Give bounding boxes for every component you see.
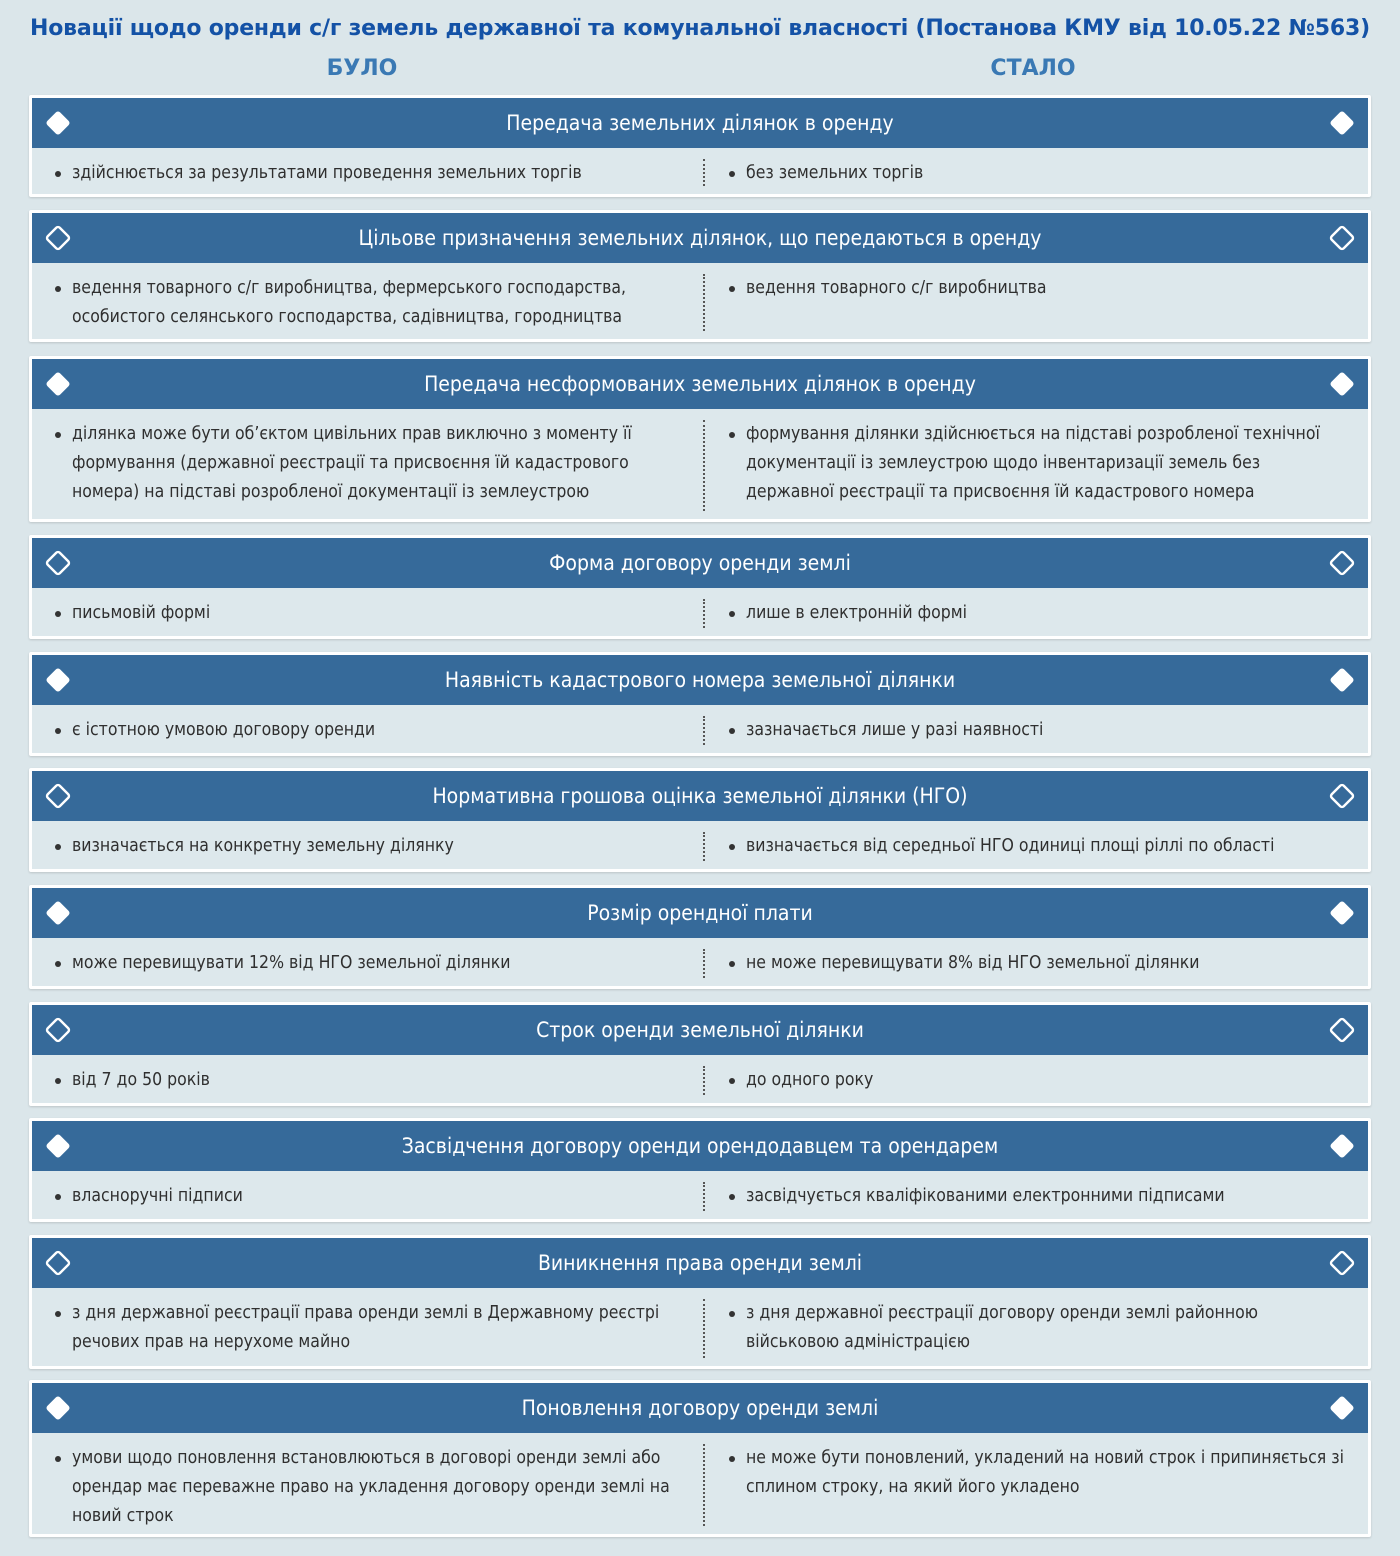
after-text: не може перевищувати 8% від НГО земельної ділянки (726, 949, 1351, 978)
section-body (32, 1174, 1368, 1219)
before-text: здійснюється за результатами проведення земельних торгів (52, 159, 692, 188)
section-header (32, 538, 1368, 588)
before-text: власноручні підписи (52, 1182, 692, 1211)
section-body (32, 941, 1368, 986)
after-text: лише в електронній формі (726, 599, 1351, 628)
section-title: Цільове призначення земельних ділянок, що передаються в оренду (358, 226, 1042, 250)
section-body (32, 266, 1368, 339)
diamond-icon (43, 665, 73, 695)
column-divider (703, 1182, 705, 1211)
diamond-icon (1327, 223, 1357, 253)
page-title: Новації щодо оренди с/г земель державної та комунальної власності (Постанова КМУ від 10.05.22 №563) (30, 16, 1370, 41)
before-text: ведення товарного с/г виробництва, фермерського господарства, особистого селянського господарства, садівництва, городництва (52, 274, 692, 332)
column-divider (703, 1299, 705, 1358)
section-header (32, 98, 1368, 148)
section-header (32, 1238, 1368, 1288)
diamond-icon (43, 548, 73, 578)
after-text: ведення товарного с/г виробництва (726, 274, 1351, 303)
comparison-section (29, 768, 1371, 872)
column-divider (703, 159, 705, 186)
before-text: від 7 до 50 років (52, 1066, 692, 1095)
after-text: формування ділянки здійснюється на підставі розробленої технічної документації із землеустрою щодо інвентаризації земель без державної реєстрації та присвоєння їй кадастрового номера (726, 420, 1351, 507)
column-divider (703, 1066, 705, 1095)
section-header (32, 213, 1368, 263)
comparison-section (29, 1118, 1371, 1222)
section-title: Форма договору оренди землі (549, 551, 851, 575)
after-text: зазначається лише у разі наявності (726, 716, 1351, 745)
comparison-section (29, 210, 1371, 342)
diamond-icon (1327, 665, 1357, 695)
column-label-after: СТАЛО (990, 56, 1076, 81)
diamond-icon (1327, 108, 1357, 138)
diamond-icon (1327, 548, 1357, 578)
diamond-icon (1327, 898, 1357, 928)
diamond-icon (43, 108, 73, 138)
section-header (32, 655, 1368, 705)
section-body (32, 824, 1368, 869)
comparison-section (29, 1002, 1371, 1106)
before-text: може перевищувати 12% від НГО земельної ділянки (52, 949, 692, 978)
diamond-icon (1327, 1015, 1357, 1045)
section-body (32, 412, 1368, 519)
diamond-icon (43, 898, 73, 928)
after-text: без земельних торгів (726, 159, 1351, 188)
comparison-section (29, 356, 1371, 522)
section-body (32, 151, 1368, 194)
section-title: Засвідчення договору оренди орендодавцем та орендарем (401, 1134, 999, 1158)
section-title: Наявність кадастрового номера земельної ділянки (444, 668, 956, 692)
comparison-section (29, 652, 1371, 756)
section-header (32, 359, 1368, 409)
section-title: Нормативна грошова оцінка земельної ділянки (НГО) (432, 784, 968, 808)
column-divider (703, 420, 705, 511)
column-divider (703, 1444, 705, 1526)
after-text: засвідчується кваліфікованими електронними підписами (726, 1182, 1351, 1211)
after-text: до одного року (726, 1066, 1351, 1095)
diamond-icon (1327, 781, 1357, 811)
section-body (32, 708, 1368, 753)
comparison-section (29, 535, 1371, 639)
diamond-icon (1327, 1248, 1357, 1278)
section-title: Передача несформованих земельних ділянок в оренду (424, 372, 976, 396)
comparison-section (29, 95, 1371, 197)
section-header (32, 888, 1368, 938)
section-title: Розмір орендної плати (587, 901, 813, 925)
section-title: Передача земельних ділянок в оренду (506, 111, 894, 135)
before-text: умови щодо поновлення встановлюються в договорі оренди землі або орендар має переважне право на укладення договору оренди землі на новий строк (52, 1444, 692, 1531)
section-header (32, 1121, 1368, 1171)
section-body (32, 1436, 1368, 1534)
column-divider (703, 832, 705, 861)
before-text: письмовій формі (52, 599, 692, 628)
diamond-icon (43, 781, 73, 811)
before-text: визначається на конкретну земельну ділянку (52, 832, 692, 861)
diamond-icon (43, 1015, 73, 1045)
diamond-icon (1327, 1131, 1357, 1161)
diamond-icon (1327, 369, 1357, 399)
column-divider (703, 599, 705, 628)
comparison-section (29, 885, 1371, 989)
after-text: не може бути поновлений, укладений на новий строк і припиняється зі сплином строку, на який його укладено (726, 1444, 1351, 1502)
diamond-icon (43, 369, 73, 399)
section-body (32, 1291, 1368, 1366)
before-text: є істотною умовою договору оренди (52, 716, 692, 745)
column-divider (703, 716, 705, 745)
after-text: визначається від середньої НГО одиниці площі ріллі по області (726, 832, 1351, 861)
before-text: з дня державної реєстрації права оренди землі в Державному реєстрі речових прав на нерухоме майно (52, 1299, 692, 1357)
before-text: ділянка може бути об’єктом цивільних прав виключно з моменту її формування (державної реєстрації та присвоєння їй кадастрового номера) на підставі розробленої документації із землеустрою (52, 420, 692, 507)
comparison-section (29, 1235, 1371, 1369)
column-divider (703, 274, 705, 331)
section-header (32, 1005, 1368, 1055)
section-body (32, 1058, 1368, 1103)
after-text: з дня державної реєстрації договору оренди землі районною військовою адміністрацією (726, 1299, 1351, 1357)
diamond-icon (43, 1248, 73, 1278)
diamond-icon (1327, 1393, 1357, 1423)
section-title: Поновлення договору оренди землі (521, 1396, 879, 1420)
column-label-before: БУЛО (326, 56, 398, 81)
section-header (32, 771, 1368, 821)
comparison-section (29, 1380, 1371, 1537)
section-title: Виникнення права оренди землі (537, 1251, 863, 1275)
diamond-icon (43, 1393, 73, 1423)
section-header (32, 1383, 1368, 1433)
section-title: Строк оренди земельної ділянки (536, 1018, 864, 1042)
column-divider (703, 949, 705, 978)
section-body (32, 591, 1368, 636)
diamond-icon (43, 223, 73, 253)
diamond-icon (43, 1131, 73, 1161)
